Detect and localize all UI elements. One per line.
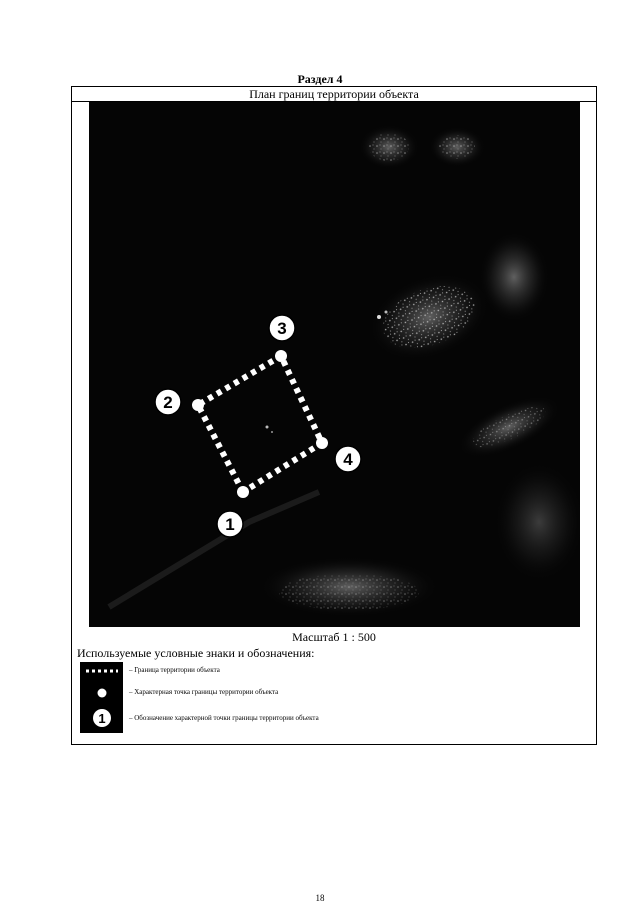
section-title: Раздел 4: [297, 72, 343, 86]
point-marker-4: [335, 446, 361, 472]
legend-item-point: – Характерная точка границы территории объекта: [129, 688, 279, 696]
territory-boundary: [198, 356, 322, 492]
terrain-texture: [109, 125, 580, 617]
point-marker-1: [217, 511, 243, 537]
map-drawing: [89, 102, 580, 627]
point-marker-3: [269, 315, 295, 341]
satellite-map: [89, 102, 580, 627]
legend-number-label: 1: [98, 711, 106, 726]
legend-item-boundary: – Граница территории объекта: [129, 666, 220, 674]
vertex-point-4: [316, 437, 328, 449]
page-number: 18: [315, 893, 325, 903]
vertex-point-1: [237, 486, 249, 498]
plan-frame: [71, 86, 597, 745]
vertex-point-3: [275, 350, 287, 362]
legend-point-symbol: [98, 689, 107, 698]
legend-item-numbering: – Обозначение характерной точки границы территории объекта: [129, 714, 319, 722]
plan-title: План границ территории объекта: [72, 87, 596, 102]
point-label-3: 3: [277, 319, 287, 338]
point-marker-2: [155, 389, 181, 415]
boundary-vertices: [192, 350, 328, 498]
point-label-1: 1: [225, 515, 235, 534]
vertex-point-2: [192, 399, 204, 411]
point-label-2: 2: [163, 393, 173, 412]
point-label-4: 4: [343, 450, 353, 469]
map-scale: Масштаб 1 : 500: [292, 630, 376, 644]
legend-symbols: [80, 662, 123, 733]
legend-heading: Используемые условные знаки и обозначения:: [77, 646, 315, 660]
legend-number-symbol: [93, 709, 111, 727]
